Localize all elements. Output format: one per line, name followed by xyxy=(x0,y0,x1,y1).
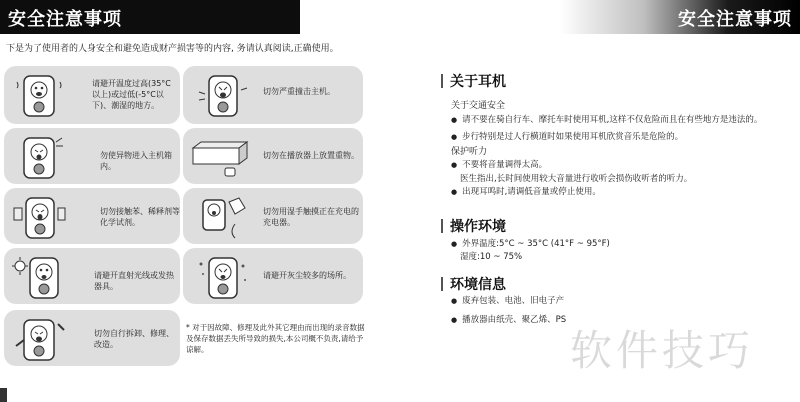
temperature-item: ● 外界温度:5°C ~ 35°C (41°F ~ 95°F) xyxy=(451,237,610,249)
card-text: 勿使异物进入主机箱内。 xyxy=(100,151,172,171)
warning-card xyxy=(4,248,180,304)
warning-card xyxy=(183,188,363,244)
traffic-item: ● 步行特别是过人行横道时如果使用耳机欣赏音乐是危险的。 xyxy=(451,130,683,142)
warning-card xyxy=(183,248,363,304)
header-left-banner xyxy=(0,0,300,34)
section-title-earphones: 关于耳机 xyxy=(450,74,506,90)
player-disassemble-icon xyxy=(12,316,66,362)
hearing-item: ● 出现耳鸣时,请调低音量或停止使用。 xyxy=(451,185,601,197)
player-foreign-object-icon xyxy=(12,134,66,180)
card-text: 切勿严重撞击主机。 xyxy=(263,87,335,96)
wet-hand-charger-icon xyxy=(195,194,249,240)
warning-card xyxy=(4,66,180,124)
hearing-detail: 医生指出,长时间使用较大音量进行收听会损伤收听者的听力。 xyxy=(460,174,693,184)
player-dust-icon xyxy=(195,254,249,300)
card-text: 请避开温度过高(35°C以上)或过低(-5°C以下)、潮湿的地方。 xyxy=(92,79,171,110)
warning-card xyxy=(4,128,180,184)
player-sun-icon xyxy=(12,254,66,300)
player-impact-icon xyxy=(195,72,249,118)
header-title-right: 安全注意事项 xyxy=(678,9,792,30)
disclaimer-note: * 对于因故障、修理及此外其它理由而出现的录音数据及保存数据丢失所导致的损失,本公司概不负责,请给予谅解。 xyxy=(186,323,365,354)
section-marker xyxy=(441,219,443,233)
header-title-left: 安全注意事项 xyxy=(8,9,122,30)
eco-item: ● 播放器由纸壳、聚乙烯、PS xyxy=(451,313,566,325)
hearing-item: ● 不要将音量调得太高。 xyxy=(451,158,547,170)
traffic-item: ● 请不要在骑自行车、摩托车时使用耳机,这样不仅危险而且在有些地方是违法的。 xyxy=(451,113,762,125)
watermark: 软件技巧 xyxy=(570,326,755,375)
card-text: 切勿在播放器上放置重物。 xyxy=(263,151,359,160)
humidity-item: 湿度:10 ~ 75% xyxy=(460,252,523,262)
hearing-heading: 保护听力 xyxy=(451,147,488,157)
section-marker xyxy=(441,74,443,88)
player-sweating-icon xyxy=(12,72,66,118)
intro-text: 下是为了使用者的人身安全和避免造成财产损害等的内容, 务请认真阅读,正确使用。 xyxy=(6,44,339,54)
warning-card xyxy=(183,66,363,124)
section-title-eco: 环境信息 xyxy=(450,277,506,293)
card-text: 请避开灰尘较多的场所。 xyxy=(263,271,351,280)
section-title-environment: 操作环境 xyxy=(450,219,506,235)
section-marker xyxy=(441,277,443,291)
traffic-safety-heading: 关于交通安全 xyxy=(451,101,506,111)
page-header xyxy=(0,0,800,34)
eco-item: ● 废弃包装、电池、旧电子产 xyxy=(451,294,564,306)
heavy-object-icon xyxy=(189,134,251,180)
player-chemicals-icon xyxy=(12,194,66,240)
card-text: 切勿用湿手触摸正在充电的充电器。 xyxy=(263,207,359,227)
warning-card xyxy=(4,310,180,366)
card-text: 请避开直射光线或发热器具。 xyxy=(94,271,174,291)
header-right-banner xyxy=(560,0,800,34)
page-edge-marker xyxy=(0,388,7,402)
card-text: 切勿接触苯、稀释剂等化学试剂。 xyxy=(100,207,180,227)
warning-card xyxy=(183,128,363,184)
warning-card xyxy=(4,188,180,244)
card-text: 切勿自行拆卸、修理、改造。 xyxy=(94,329,174,349)
